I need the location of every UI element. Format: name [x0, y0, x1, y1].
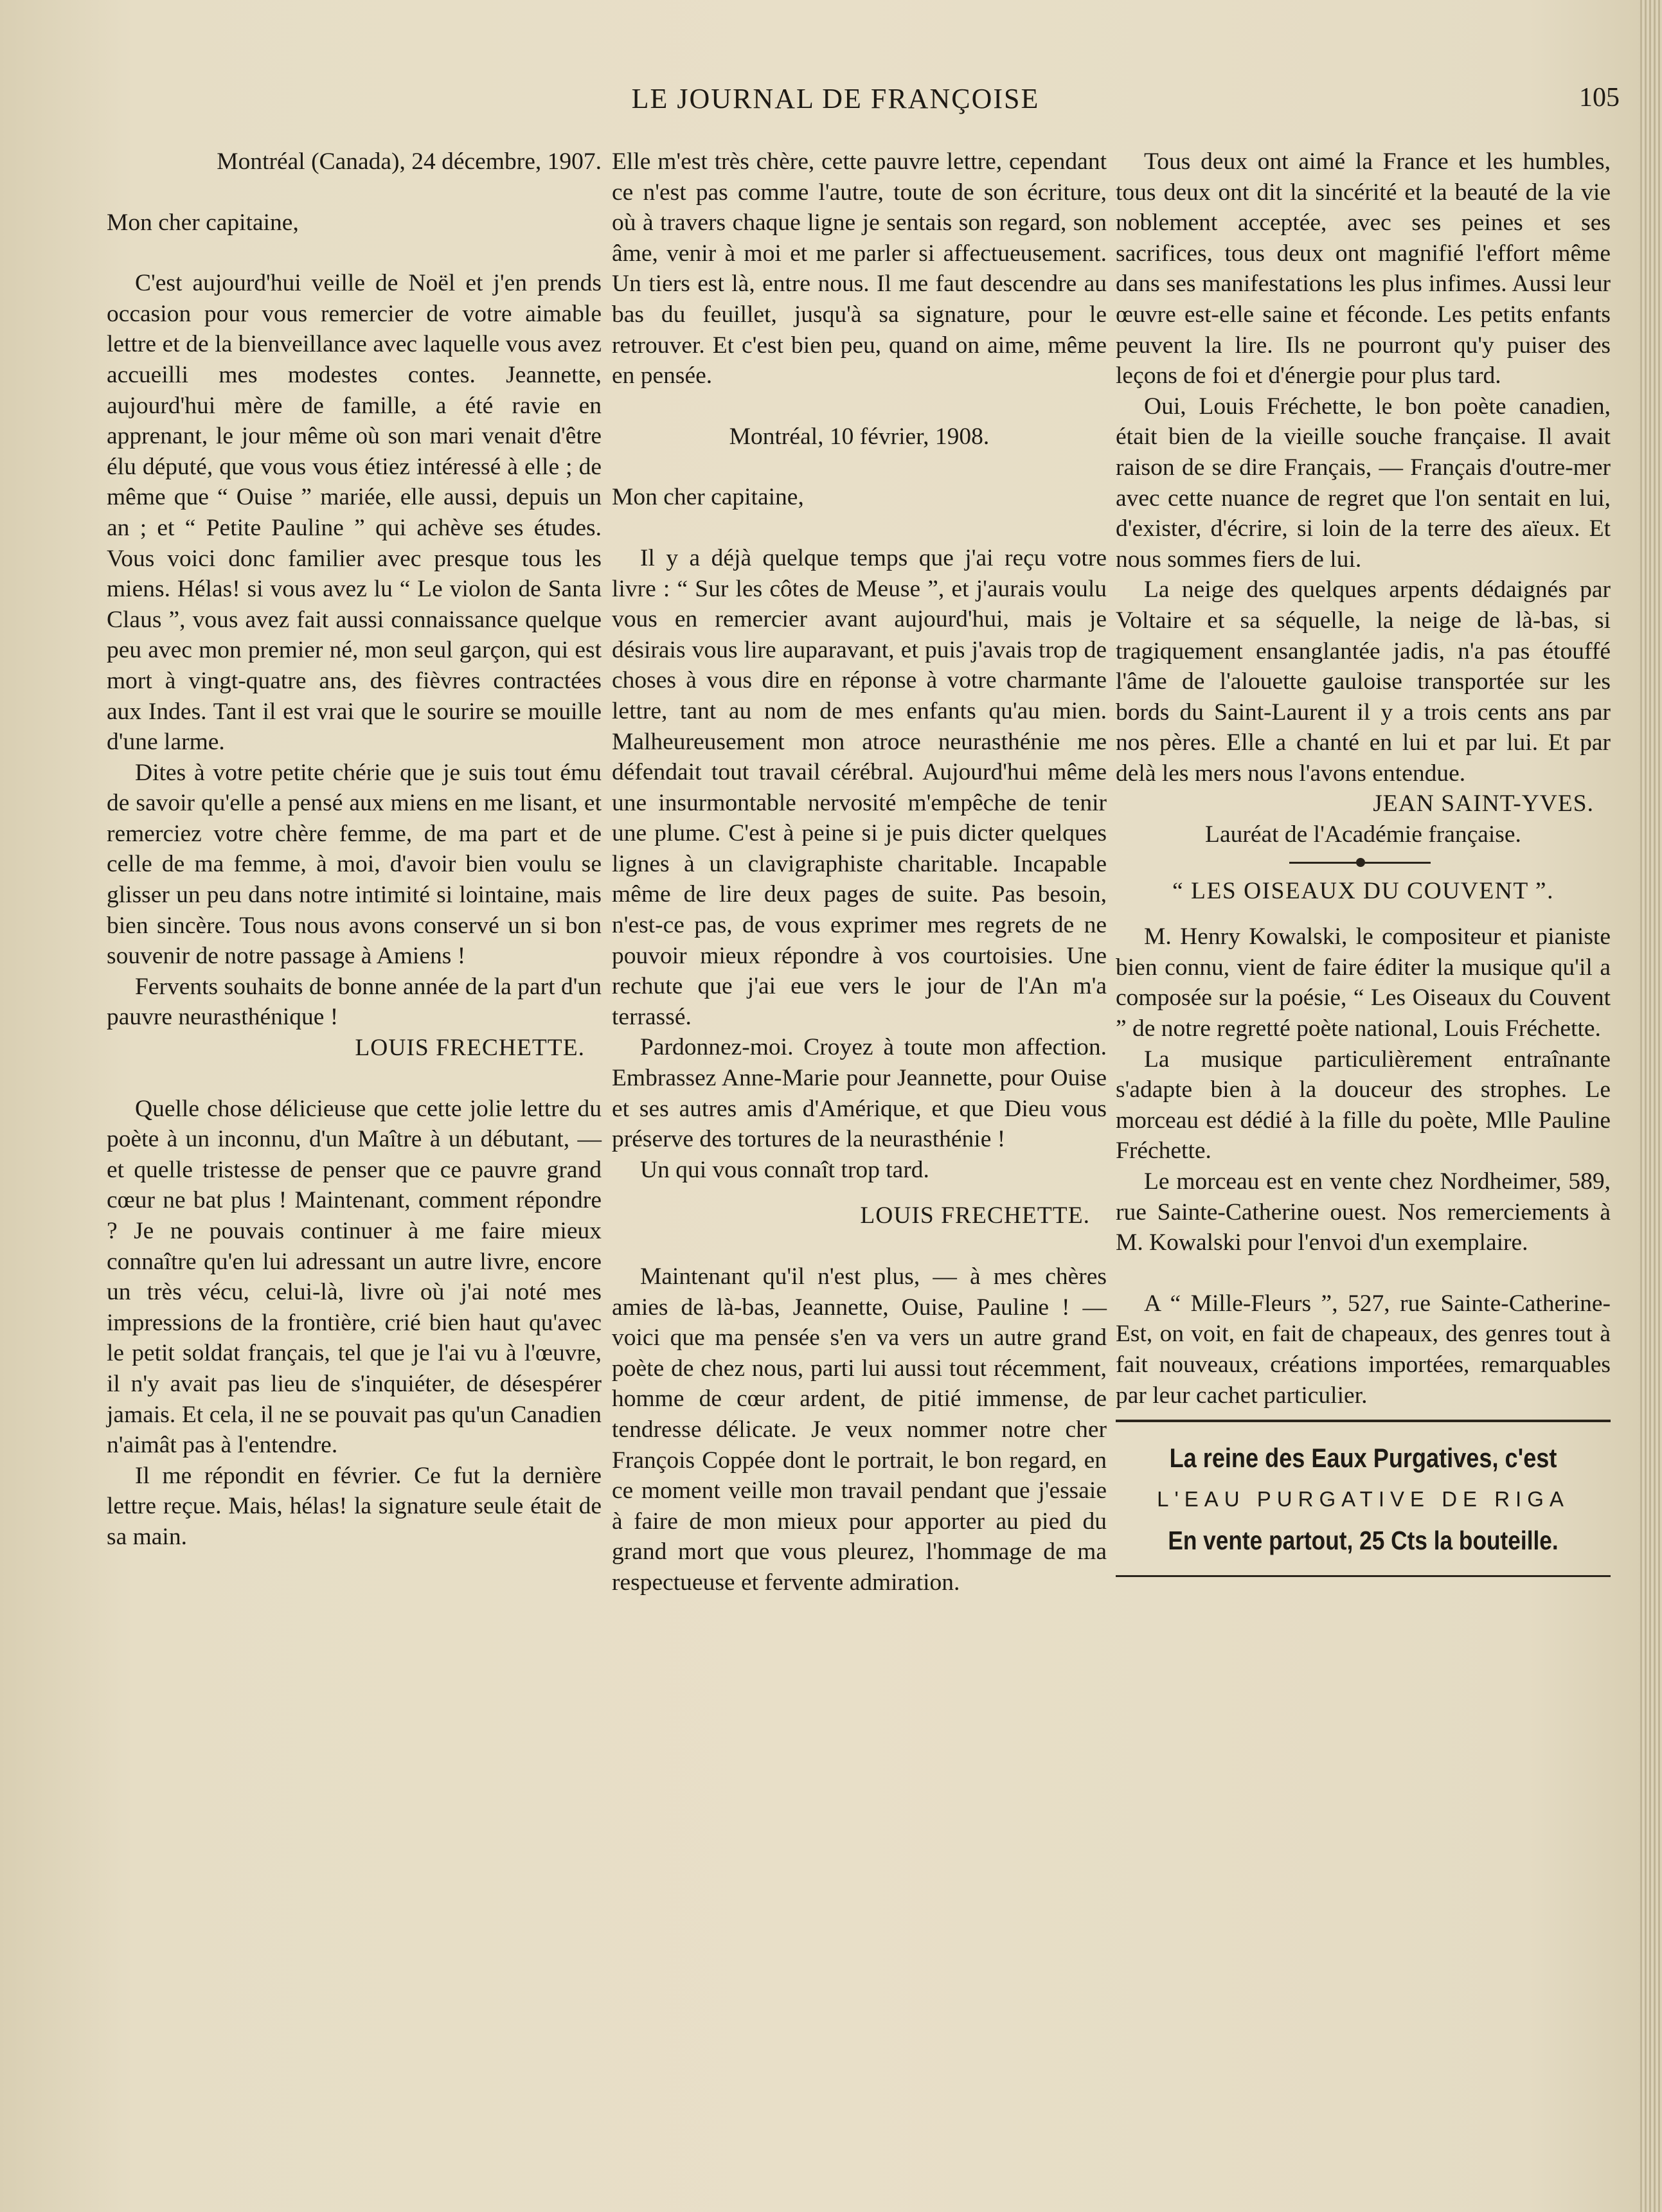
letter-1-date: Montréal (Canada), 24 décembre, 1907. [217, 148, 602, 175]
letter-1-paragraph: Fervents souhaits de bonne année de la part d'un pauvre neurasthénique ! [107, 973, 602, 1031]
letter-2-paragraph: Un qui vous connaît trop tard. [640, 1156, 929, 1183]
running-header [0, 82, 1662, 121]
letter-2-salutation: Mon cher capitaine, [612, 484, 804, 511]
commentary-paragraph: Il me répondit en février. Ce fut la dernière lettre reçue. Mais, hélas! la signature seule était de sa main. [107, 1462, 602, 1550]
article-paragraph: M. Henry Kowalski, le compositeur et pianiste bien connu, vient de faire éditer la musique qu'il a composée sur la poésie, “ Les Oiseaux du Couvent ” de notre regretté poète national, Louis Fréchette. [1116, 923, 1611, 1042]
section-divider [1116, 854, 1611, 871]
letter-2-paragraph: Il y a déjà quelque temps que j'ai reçu votre livre : “ Sur les côtes de Meuse ”, et j'aurais voulu vous en remercier avant aujourd'hui, mais je désirais vous lire auparavant, et puis j'avais trop de choses à vous dire en réponse à votre charmante lettre, tant au nom de mes enfants qu'au mien. Malheureusement mon atroce neurasthénie me défendait tout travail cérébral. Aujourd'hui même une insurmontable nervosité m'empêche de tenir une plume. C'est à peine si je puis dicter quelques lignes à un clavigraphiste charitable. Incapable même de lire deux pages de suite. Pas besoin, n'est-ce pas, de vous exprimer mes regrets de ne pouvoir mieux répondre à vos courtoisies. Une rechute que j'ai eue vers le jour de l'An m'a terrassé. [612, 544, 1107, 1030]
journal-title: LE JOURNAL DE FRANÇOISE [631, 83, 1040, 114]
advert-line-3: En vente partout, 25 Cts la bouteille. [1168, 1526, 1559, 1556]
binding-edge [1640, 0, 1662, 2212]
tribute-paragraph: Tous deux ont aimé la France et les humbles, tous deux ont dit la sincérité et la beauté de la vie noblement acceptée, avec ses peines et ses sacrifices, tous deux ont magnifié l'effort même dans ses manifestations les plus infimes. Aussi leur œuvre est-elle saine et féconde. Les petits enfants peuvent la lire. Ils ne pourront qu'y puiser des leçons de foi et d'énergie pour plus tard. [1116, 148, 1611, 389]
article-paragraph: La musique particulièrement entraînante s'adapte bien à la douceur des strophes. Le morceau est dédié à la fille du poète, Mlle Pauline Fréchette. [1116, 1046, 1611, 1164]
author-title: Lauréat de l'Académie française. [1205, 821, 1521, 848]
commentary-paragraph: Quelle chose délicieuse que cette jolie lettre du poète à un inconnu, d'un Maître à un débutant, — et quelle tristesse de penser que ce pauvre grand cœur ne bat plus ! Maintenant, comment répondre ? Je ne pouvais continuer à me faire mieux connaître qu'en lui adressant un autre livre, encore un très vécu, celui-là, livre où j'ai noté mes impressions de la frontière, crié bien haut qu'avec le petit soldat français, tel que je l'ai vu à l'œuvre, il n'y avait pas lieu de s'inquiéter, de désespérer jamais. Et cela, il ne se pouvait pas qu'un Canadien n'aimât pas à l'entendre. [107, 1095, 602, 1459]
author-signature: JEAN SAINT-YVES. [1373, 790, 1594, 817]
commentary-paragraph: Maintenant qu'il n'est plus, — à mes chères amies de là-bas, Jeannette, Ouise, Pauline ! — voici que ma pensée s'en va vers un autre grand poète de chez nous, parti lui aussi tout récemment, homme de cœur ardent, de pitié immense, de tendresse délicate. Je veux nommer notre cher François Coppée dont le portrait, le bon regard, en ce moment veille mon travail pendant que j'essaie à faire de mon mieux pour apporter au pied du grand mort que vous pleurez, l'hommage de ma respectueuse et fervente admiration. [612, 1263, 1107, 1596]
column-1 [107, 147, 602, 2074]
letter-2-paragraph: Pardonnez-moi. Croyez à toute mon affection. Embrassez Anne-Marie pour Jeannette, pour Ouise et ses autres amis d'Amérique, et que Dieu vous préserve des tortures de la neurasthénie ! [612, 1034, 1107, 1153]
letter-1-signature: LOUIS FRECHETTE. [355, 1035, 585, 1062]
advertisement-box [1116, 1420, 1611, 1577]
article-paragraph: Le morceau est en vente chez Nordheimer, 589, rue Sainte-Catherine ouest. Nos remerciements à M. Kowalski pour l'envoi d'un exemplaire. [1116, 1168, 1611, 1256]
page-number: 105 [1579, 83, 1620, 112]
letter-2-date: Montréal, 10 février, 1908. [729, 423, 990, 450]
column-3 [1116, 147, 1611, 2074]
tribute-paragraph: Oui, Louis Fréchette, le bon poète canadien, était bien de la vieille souche française. Il avait raison de se dire Français, — Français d'outre-mer avec cette nuance de regret que l'on sentait en lui, d'exister, d'écrire, si loin de la terre des aïeux. Et nous sommes fiers de lui. [1116, 393, 1611, 573]
article-title: “ LES OISEAUX DU COUVENT ”. [1172, 877, 1554, 904]
tribute-paragraph: La neige des quelques arpents dédaignés par Voltaire et sa séquelle, la neige de là-bas, si tragiquement ensanglantée jadis, n'a pas étouffé l'âme de l'alouette gauloise transportée sur les bords du Saint-Laurent il y a trois cents ans par nos pères. Elle a chanté en lui et par lui. Et par delà les mers nous l'avons entendue. [1116, 576, 1611, 787]
commentary-continuation: Elle m'est très chère, cette pauvre lettre, cependant ce n'est pas comme l'autre, toute de son écriture, où à travers chaque ligne je sentais son regard, son âme, venir à moi et me parler si affectueusement. Un tiers est là, entre nous. Il me faut descendre au bas du feuillet, jusqu'à sa signature, pour le retrouver. Et c'est bien peu, quand on aime, même en pensée. [612, 148, 1107, 389]
letter-1-paragraph: C'est aujourd'hui veille de Noël et j'en prends occasion pour vous remercier de votre aimable lettre et de la bienveillance avec laquelle vous avez accueilli mes modestes contes. Jeannette, aujourd'hui mère de famille, a été ravie en apprenant, le jour même où son mari venait d'être élu député, que vous vous étiez intéressé à elle ; de même que “ Ouise ” mariée, elle aussi, depuis un an ; et “ Petite Pauline ” qui achève ses études. Vous voici donc familier avec presque tous les miens. Hélas! si vous avez lu “ Le violon de Santa Claus ”, vous avez fait aussi connaissance quelque peu avec mon premier né, mon seul garçon, qui est mort à vingt-quatre ans, des fièvres contractées aux Indes. Tant il est vrai que le sourire se mouille d'une larme. [107, 270, 602, 756]
letter-1-paragraph: Dites à votre petite chérie que je suis tout ému de savoir qu'elle a pensé aux miens en me lisant, et remerciez votre chère femme, de ma part et de celle de ma femme, à moi, d'avoir bien voulu se glisser un peu dans notre intimité si lointaine, mais bien sincère. Tous nous avons conservé un si bon souvenir de notre passage à Amiens ! [107, 759, 602, 970]
column-2 [612, 147, 1107, 2074]
letter-2-signature: LOUIS FRECHETTE. [860, 1202, 1090, 1229]
advert-line-1: La reine des Eaux Purgatives, c'est [1169, 1443, 1557, 1474]
letter-1-salutation: Mon cher capitaine, [107, 209, 299, 236]
notice-paragraph: A “ Mille-Fleurs ”, 527, rue Sainte-Catherine-Est, on voit, en fait de chapeaux, des genres tout à fait nouveaux, créations importées, remarquables par leur cachet particulier. [1116, 1290, 1611, 1409]
advert-line-2: L'EAU PURGATIVE DE RIGA [1157, 1487, 1569, 1512]
